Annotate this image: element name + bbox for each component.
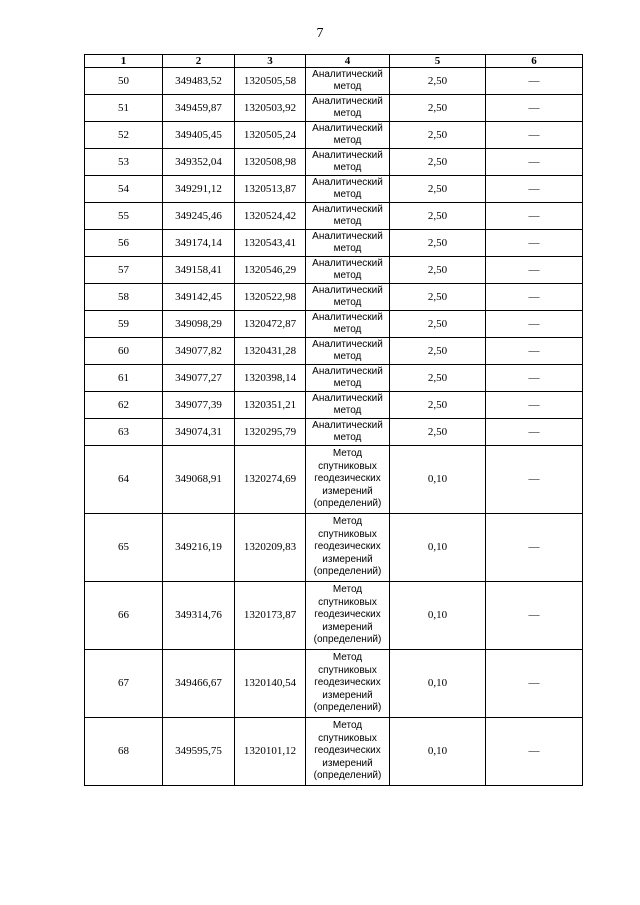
table-row xyxy=(85,284,583,311)
accuracy-cell: 2,50 xyxy=(390,311,486,338)
table-row xyxy=(85,311,583,338)
method-cell: Метод спутниковых геодезических измерений (определений) xyxy=(306,582,390,650)
y-coordinate-cell: 1320472,87 xyxy=(235,311,306,338)
method-cell: Аналитический метод xyxy=(306,68,390,95)
accuracy-cell: 0,10 xyxy=(390,446,486,514)
method-cell: Аналитический метод xyxy=(306,311,390,338)
y-coordinate-cell: 1320508,98 xyxy=(235,149,306,176)
x-coordinate-cell: 349216,19 xyxy=(163,514,235,582)
y-coordinate-cell: 1320209,83 xyxy=(235,514,306,582)
method-cell: Аналитический метод xyxy=(306,284,390,311)
note-cell: — xyxy=(486,338,583,365)
accuracy-cell: 2,50 xyxy=(390,419,486,446)
table-row xyxy=(85,338,583,365)
note-cell: — xyxy=(486,68,583,95)
table-row xyxy=(85,68,583,95)
note-cell: — xyxy=(486,582,583,650)
y-coordinate-cell: 1320543,41 xyxy=(235,230,306,257)
accuracy-cell: 2,50 xyxy=(390,176,486,203)
accuracy-cell: 2,50 xyxy=(390,257,486,284)
table-row xyxy=(85,230,583,257)
method-cell: Аналитический метод xyxy=(306,392,390,419)
note-cell: — xyxy=(486,718,583,786)
method-cell: Метод спутниковых геодезических измерений (определений) xyxy=(306,650,390,718)
accuracy-cell: 0,10 xyxy=(390,514,486,582)
table-row xyxy=(85,446,583,514)
point-number-cell: 67 xyxy=(85,650,163,718)
table-row xyxy=(85,176,583,203)
x-coordinate-cell: 349466,67 xyxy=(163,650,235,718)
column-header: 3 xyxy=(235,55,306,68)
y-coordinate-cell: 1320505,24 xyxy=(235,122,306,149)
method-cell: Метод спутниковых геодезических измерений (определений) xyxy=(306,718,390,786)
point-number-cell: 60 xyxy=(85,338,163,365)
x-coordinate-cell: 349077,82 xyxy=(163,338,235,365)
accuracy-cell: 2,50 xyxy=(390,122,486,149)
method-cell: Аналитический метод xyxy=(306,203,390,230)
point-number-cell: 54 xyxy=(85,176,163,203)
y-coordinate-cell: 1320140,54 xyxy=(235,650,306,718)
y-coordinate-cell: 1320431,28 xyxy=(235,338,306,365)
accuracy-cell: 2,50 xyxy=(390,392,486,419)
x-coordinate-cell: 349483,52 xyxy=(163,68,235,95)
accuracy-cell: 2,50 xyxy=(390,95,486,122)
x-coordinate-cell: 349074,31 xyxy=(163,419,235,446)
x-coordinate-cell: 349314,76 xyxy=(163,582,235,650)
point-number-cell: 58 xyxy=(85,284,163,311)
accuracy-cell: 2,50 xyxy=(390,149,486,176)
x-coordinate-cell: 349595,75 xyxy=(163,718,235,786)
coordinates-table xyxy=(84,54,583,786)
column-header: 1 xyxy=(85,55,163,68)
note-cell: — xyxy=(486,230,583,257)
table-row xyxy=(85,365,583,392)
accuracy-cell: 2,50 xyxy=(390,230,486,257)
point-number-cell: 68 xyxy=(85,718,163,786)
note-cell: — xyxy=(486,514,583,582)
y-coordinate-cell: 1320295,79 xyxy=(235,419,306,446)
accuracy-cell: 2,50 xyxy=(390,203,486,230)
note-cell: — xyxy=(486,365,583,392)
accuracy-cell: 2,50 xyxy=(390,68,486,95)
y-coordinate-cell: 1320513,87 xyxy=(235,176,306,203)
point-number-cell: 57 xyxy=(85,257,163,284)
method-cell: Аналитический метод xyxy=(306,95,390,122)
table-row xyxy=(85,582,583,650)
accuracy-cell: 2,50 xyxy=(390,365,486,392)
x-coordinate-cell: 349459,87 xyxy=(163,95,235,122)
y-coordinate-cell: 1320274,69 xyxy=(235,446,306,514)
point-number-cell: 63 xyxy=(85,419,163,446)
table-row xyxy=(85,650,583,718)
note-cell: — xyxy=(486,203,583,230)
method-cell: Метод спутниковых геодезических измерений (определений) xyxy=(306,446,390,514)
method-cell: Аналитический метод xyxy=(306,176,390,203)
table-row xyxy=(85,419,583,446)
y-coordinate-cell: 1320503,92 xyxy=(235,95,306,122)
table-row xyxy=(85,514,583,582)
y-coordinate-cell: 1320398,14 xyxy=(235,365,306,392)
x-coordinate-cell: 349158,41 xyxy=(163,257,235,284)
x-coordinate-cell: 349098,29 xyxy=(163,311,235,338)
point-number-cell: 51 xyxy=(85,95,163,122)
accuracy-cell: 0,10 xyxy=(390,582,486,650)
x-coordinate-cell: 349245,46 xyxy=(163,203,235,230)
table-header-row xyxy=(85,55,583,68)
accuracy-cell: 2,50 xyxy=(390,284,486,311)
x-coordinate-cell: 349142,45 xyxy=(163,284,235,311)
y-coordinate-cell: 1320522,98 xyxy=(235,284,306,311)
note-cell: — xyxy=(486,419,583,446)
point-number-cell: 52 xyxy=(85,122,163,149)
page-number: 7 xyxy=(316,26,324,41)
method-cell: Аналитический метод xyxy=(306,257,390,284)
point-number-cell: 61 xyxy=(85,365,163,392)
table-row xyxy=(85,149,583,176)
point-number-cell: 65 xyxy=(85,514,163,582)
note-cell: — xyxy=(486,650,583,718)
x-coordinate-cell: 349077,39 xyxy=(163,392,235,419)
note-cell: — xyxy=(486,392,583,419)
method-cell: Аналитический метод xyxy=(306,419,390,446)
column-header: 4 xyxy=(306,55,390,68)
x-coordinate-cell: 349174,14 xyxy=(163,230,235,257)
note-cell: — xyxy=(486,311,583,338)
note-cell: — xyxy=(486,122,583,149)
y-coordinate-cell: 1320546,29 xyxy=(235,257,306,284)
x-coordinate-cell: 349077,27 xyxy=(163,365,235,392)
note-cell: — xyxy=(486,176,583,203)
table-row xyxy=(85,257,583,284)
column-header: 5 xyxy=(390,55,486,68)
y-coordinate-cell: 1320505,58 xyxy=(235,68,306,95)
column-header: 2 xyxy=(163,55,235,68)
column-header: 6 xyxy=(486,55,583,68)
table-row xyxy=(85,122,583,149)
method-cell: Аналитический метод xyxy=(306,122,390,149)
note-cell: — xyxy=(486,446,583,514)
accuracy-cell: 0,10 xyxy=(390,718,486,786)
method-cell: Аналитический метод xyxy=(306,365,390,392)
table-row xyxy=(85,203,583,230)
method-cell: Аналитический метод xyxy=(306,230,390,257)
table-row xyxy=(85,95,583,122)
x-coordinate-cell: 349352,04 xyxy=(163,149,235,176)
accuracy-cell: 2,50 xyxy=(390,338,486,365)
note-cell: — xyxy=(486,149,583,176)
point-number-cell: 66 xyxy=(85,582,163,650)
point-number-cell: 59 xyxy=(85,311,163,338)
note-cell: — xyxy=(486,257,583,284)
method-cell: Метод спутниковых геодезических измерений (определений) xyxy=(306,514,390,582)
y-coordinate-cell: 1320351,21 xyxy=(235,392,306,419)
method-cell: Аналитический метод xyxy=(306,338,390,365)
y-coordinate-cell: 1320101,12 xyxy=(235,718,306,786)
x-coordinate-cell: 349405,45 xyxy=(163,122,235,149)
table-body xyxy=(85,68,583,786)
method-cell: Аналитический метод xyxy=(306,149,390,176)
point-number-cell: 56 xyxy=(85,230,163,257)
accuracy-cell: 0,10 xyxy=(390,650,486,718)
note-cell: — xyxy=(486,95,583,122)
x-coordinate-cell: 349291,12 xyxy=(163,176,235,203)
x-coordinate-cell: 349068,91 xyxy=(163,446,235,514)
point-number-cell: 55 xyxy=(85,203,163,230)
table-row xyxy=(85,718,583,786)
point-number-cell: 50 xyxy=(85,68,163,95)
point-number-cell: 62 xyxy=(85,392,163,419)
y-coordinate-cell: 1320173,87 xyxy=(235,582,306,650)
point-number-cell: 64 xyxy=(85,446,163,514)
table-row xyxy=(85,392,583,419)
point-number-cell: 53 xyxy=(85,149,163,176)
y-coordinate-cell: 1320524,42 xyxy=(235,203,306,230)
note-cell: — xyxy=(486,284,583,311)
